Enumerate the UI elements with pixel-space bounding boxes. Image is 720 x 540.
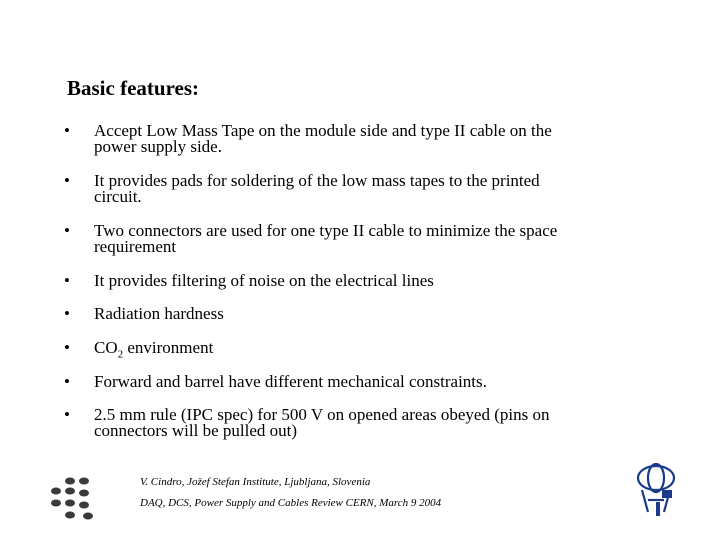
bullet-text-line: Accept Low Mass Tape on the module side and type II cable on the <box>94 121 552 140</box>
bullet-text-line: Two connectors are used for one type II cable to minimize the space <box>94 221 558 240</box>
bullet-text-line: Radiation hardness <box>94 304 224 323</box>
institute-dots-logo-icon <box>48 475 100 521</box>
bullet-dot: • <box>64 171 70 190</box>
bullet-dot: • <box>64 121 70 140</box>
environment-text: environment <box>123 338 214 357</box>
footer-author: V. Cindro, Jožef Stefan Institute, Ljubljana, Slovenia <box>140 476 371 488</box>
bullet-text-line: circuit. <box>94 187 142 206</box>
bullet-text-line: requirement <box>94 237 177 256</box>
bullet-dot: • <box>64 271 70 290</box>
footer <box>140 472 441 514</box>
atlas-logo-icon <box>634 460 684 520</box>
co2-subscript: 2 <box>117 348 124 361</box>
bullet-text-line: It provides pads for soldering of the low mass tapes to the printed <box>94 171 540 190</box>
bullet-dot: • <box>64 304 70 323</box>
bullet-dot: • <box>64 405 70 424</box>
bullet-dot: • <box>64 221 70 240</box>
bullet-text-line: power supply side. <box>94 137 222 156</box>
footer-event: DAQ, DCS, Power Supply and Cables Review CERN, March 9 2004 <box>140 497 442 509</box>
bullet-text-line: Forward and barrel have different mechanical constraints. <box>94 372 487 391</box>
bullet-dot: • <box>64 372 70 391</box>
bullet-text-line: connectors will be pulled out) <box>94 421 298 440</box>
bullet-dot: • <box>64 338 70 357</box>
bullet-text-line: 2.5 mm rule (IPC spec) for 500 V on opened areas obeyed (pins on <box>94 405 550 424</box>
bullet-text-line: It provides filtering of noise on the electrical lines <box>94 271 434 290</box>
co2-text: CO <box>94 338 118 357</box>
slide-heading: Basic features: <box>67 76 199 100</box>
